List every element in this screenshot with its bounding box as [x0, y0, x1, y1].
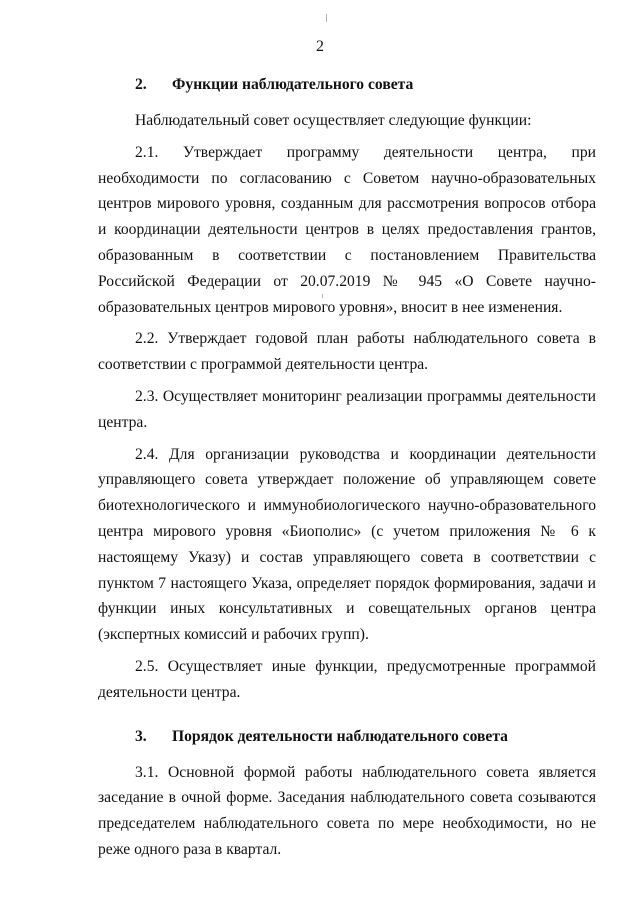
section-title: Порядок деятельности наблюдательного совета — [172, 727, 508, 745]
section-heading-2 — [98, 72, 596, 98]
paragraph-3-1: 3.1. Основной формой работы наблюдательного совета является заседание в очной форме. Заседания наблюдательного совета созываются председателем наблюдательного совета по мере необходимости, но не реже одного раза в квартал. — [98, 763, 596, 858]
document-body — [98, 60, 596, 863]
paragraph-2-4: 2.4. Для организации руководства и координации деятельности управляющего совета утверждает положение об управляющем совете биотехнологического и иммунобиологического научно-образовательного центра мирового уровня «Биополис» (с учетом приложения № 6 к настоящему Указу) и состав управляющего совета в соответствии с пунктом 7 настоящего Указа, определяет порядок формирования, задачи и функции иных консультативных и совещательных органов центра (экспертных комиссий и рабочих групп). — [98, 445, 596, 644]
section-number: 3. — [135, 727, 147, 745]
section-title: Функции наблюдательного совета — [172, 76, 414, 93]
paragraph-2-5: 2.5. Осуществляет иные функции, предусмотренные программой деятельности центра. — [98, 657, 596, 701]
paragraph-2-2: 2.2. Утверждает годовой план работы наблюдательного совета в соответствии с программой деятельности центра. — [98, 330, 596, 374]
paragraph-2-3: 2.3. Осуществляет мониторинг реализации программы деятельности центра. — [98, 387, 596, 431]
scan-artifact — [326, 14, 327, 22]
section-heading-3 — [98, 724, 596, 750]
page-number: 2 — [316, 38, 324, 55]
paragraph-2-1: 2.1. Утверждает программу деятельности центра, при необходимости по согласованию с Советом научно-образовательных центров мирового уровня, созданным для рассмотрения вопросов отбора и координации деятельности центров в целях предоставления грантов, образованным в соответствии с постановлением Правительства Российской Федерации от 20.07.2019 № 945 «О Совете научно-образовательных центров мирового уровня», вносит в нее изменения. — [98, 143, 596, 316]
section-number: 2. — [135, 76, 147, 93]
section-intro: Наблюдательный совет осуществляет следующие функции: — [135, 112, 532, 129]
